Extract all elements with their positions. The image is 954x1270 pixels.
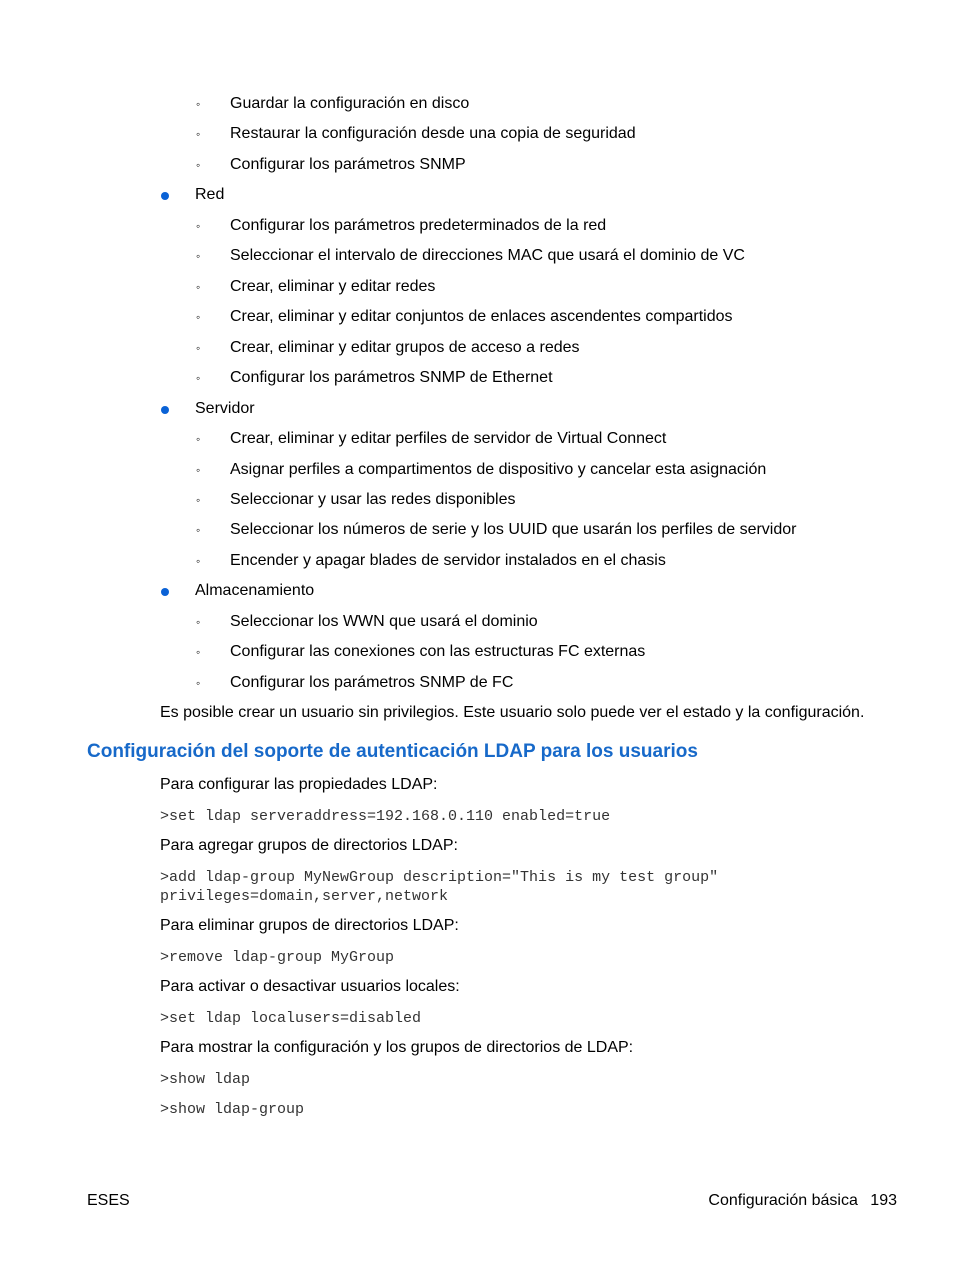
list-item: Guardar la configuración en disco	[230, 95, 470, 112]
paragraph: Para agregar grupos de directorios LDAP:	[160, 837, 458, 854]
list-item: Crear, eliminar y editar grupos de acceso a redes	[230, 339, 580, 356]
footer-locale: ESES	[87, 1192, 130, 1209]
sub-bullet-icon: ◦	[196, 341, 201, 355]
sub-bullet-icon: ◦	[196, 432, 201, 446]
bullet-icon	[161, 406, 169, 414]
sub-bullet-icon: ◦	[196, 463, 201, 477]
code-line: >set ldap localusers=disabled	[160, 1010, 422, 1027]
code-line: >show ldap-group	[160, 1101, 305, 1118]
sub-bullet-icon: ◦	[196, 280, 201, 294]
list-item-heading: Servidor	[195, 400, 255, 417]
sub-bullet-icon: ◦	[196, 676, 201, 690]
list-item: Seleccionar los números de serie y los UUID que usarán los perfiles de servidor	[230, 521, 797, 538]
section-title: Configuración del soporte de autenticación LDAP para los usuarios	[87, 741, 698, 762]
sub-bullet-icon: ◦	[196, 249, 201, 263]
sub-bullet-icon: ◦	[196, 158, 201, 172]
footer-section: Configuración básica	[708, 1192, 858, 1209]
list-item: Configurar los parámetros predeterminados de la red	[230, 217, 607, 234]
sub-bullet-icon: ◦	[196, 219, 201, 233]
list-item: Configurar las conexiones con las estructuras FC externas	[230, 643, 646, 660]
list-item: Asignar perfiles a compartimentos de dispositivo y cancelar esta asignación	[230, 461, 767, 478]
code-line: >set ldap serveraddress=192.168.0.110 enabled=true	[160, 808, 611, 825]
list-item: Configurar los parámetros SNMP	[230, 156, 466, 173]
code-line: >remove ldap-group MyGroup	[160, 949, 395, 966]
footer-right	[708, 1191, 897, 1211]
code-line: >add ldap-group MyNewGroup description="This is my test group"	[160, 869, 719, 886]
list-item: Crear, eliminar y editar redes	[230, 278, 436, 295]
sub-bullet-icon: ◦	[196, 97, 201, 111]
paragraph: Para eliminar grupos de directorios LDAP:	[160, 917, 459, 934]
list-item: Configurar los parámetros SNMP de Ethernet	[230, 369, 553, 386]
list-item: Crear, eliminar y editar perfiles de servidor de Virtual Connect	[230, 430, 667, 447]
bullet-icon	[161, 588, 169, 596]
sub-bullet-icon: ◦	[196, 615, 201, 629]
page-number: 193	[870, 1192, 897, 1209]
list-item: Seleccionar los WWN que usará el dominio	[230, 613, 538, 630]
sub-bullet-icon: ◦	[196, 645, 201, 659]
list-item: Seleccionar el intervalo de direcciones MAC que usará el dominio de VC	[230, 247, 745, 264]
paragraph: Para mostrar la configuración y los grupos de directorios de LDAP:	[160, 1039, 634, 1056]
sub-bullet-icon: ◦	[196, 523, 201, 537]
list-item-heading: Almacenamiento	[195, 582, 315, 599]
sub-bullet-icon: ◦	[196, 554, 201, 568]
sub-bullet-icon: ◦	[196, 127, 201, 141]
list-item: Encender y apagar blades de servidor instalados en el chasis	[230, 552, 666, 569]
paragraph: Para activar o desactivar usuarios locales:	[160, 978, 460, 995]
code-line: >show ldap	[160, 1071, 251, 1088]
list-item: Configurar los parámetros SNMP de FC	[230, 674, 514, 691]
list-item: Crear, eliminar y editar conjuntos de enlaces ascendentes compartidos	[230, 308, 733, 325]
sub-bullet-icon: ◦	[196, 493, 201, 507]
bullet-icon	[161, 192, 169, 200]
note-paragraph: Es posible crear un usuario sin privilegios. Este usuario solo puede ver el estado y la configuración.	[160, 704, 865, 721]
list-item-heading: Red	[195, 186, 225, 203]
list-item: Seleccionar y usar las redes disponibles	[230, 491, 516, 508]
sub-bullet-icon: ◦	[196, 371, 201, 385]
code-line: privileges=domain,server,network	[160, 888, 449, 905]
list-item: Restaurar la configuración desde una copia de seguridad	[230, 125, 636, 142]
paragraph: Para configurar las propiedades LDAP:	[160, 776, 438, 793]
sub-bullet-icon: ◦	[196, 310, 201, 324]
